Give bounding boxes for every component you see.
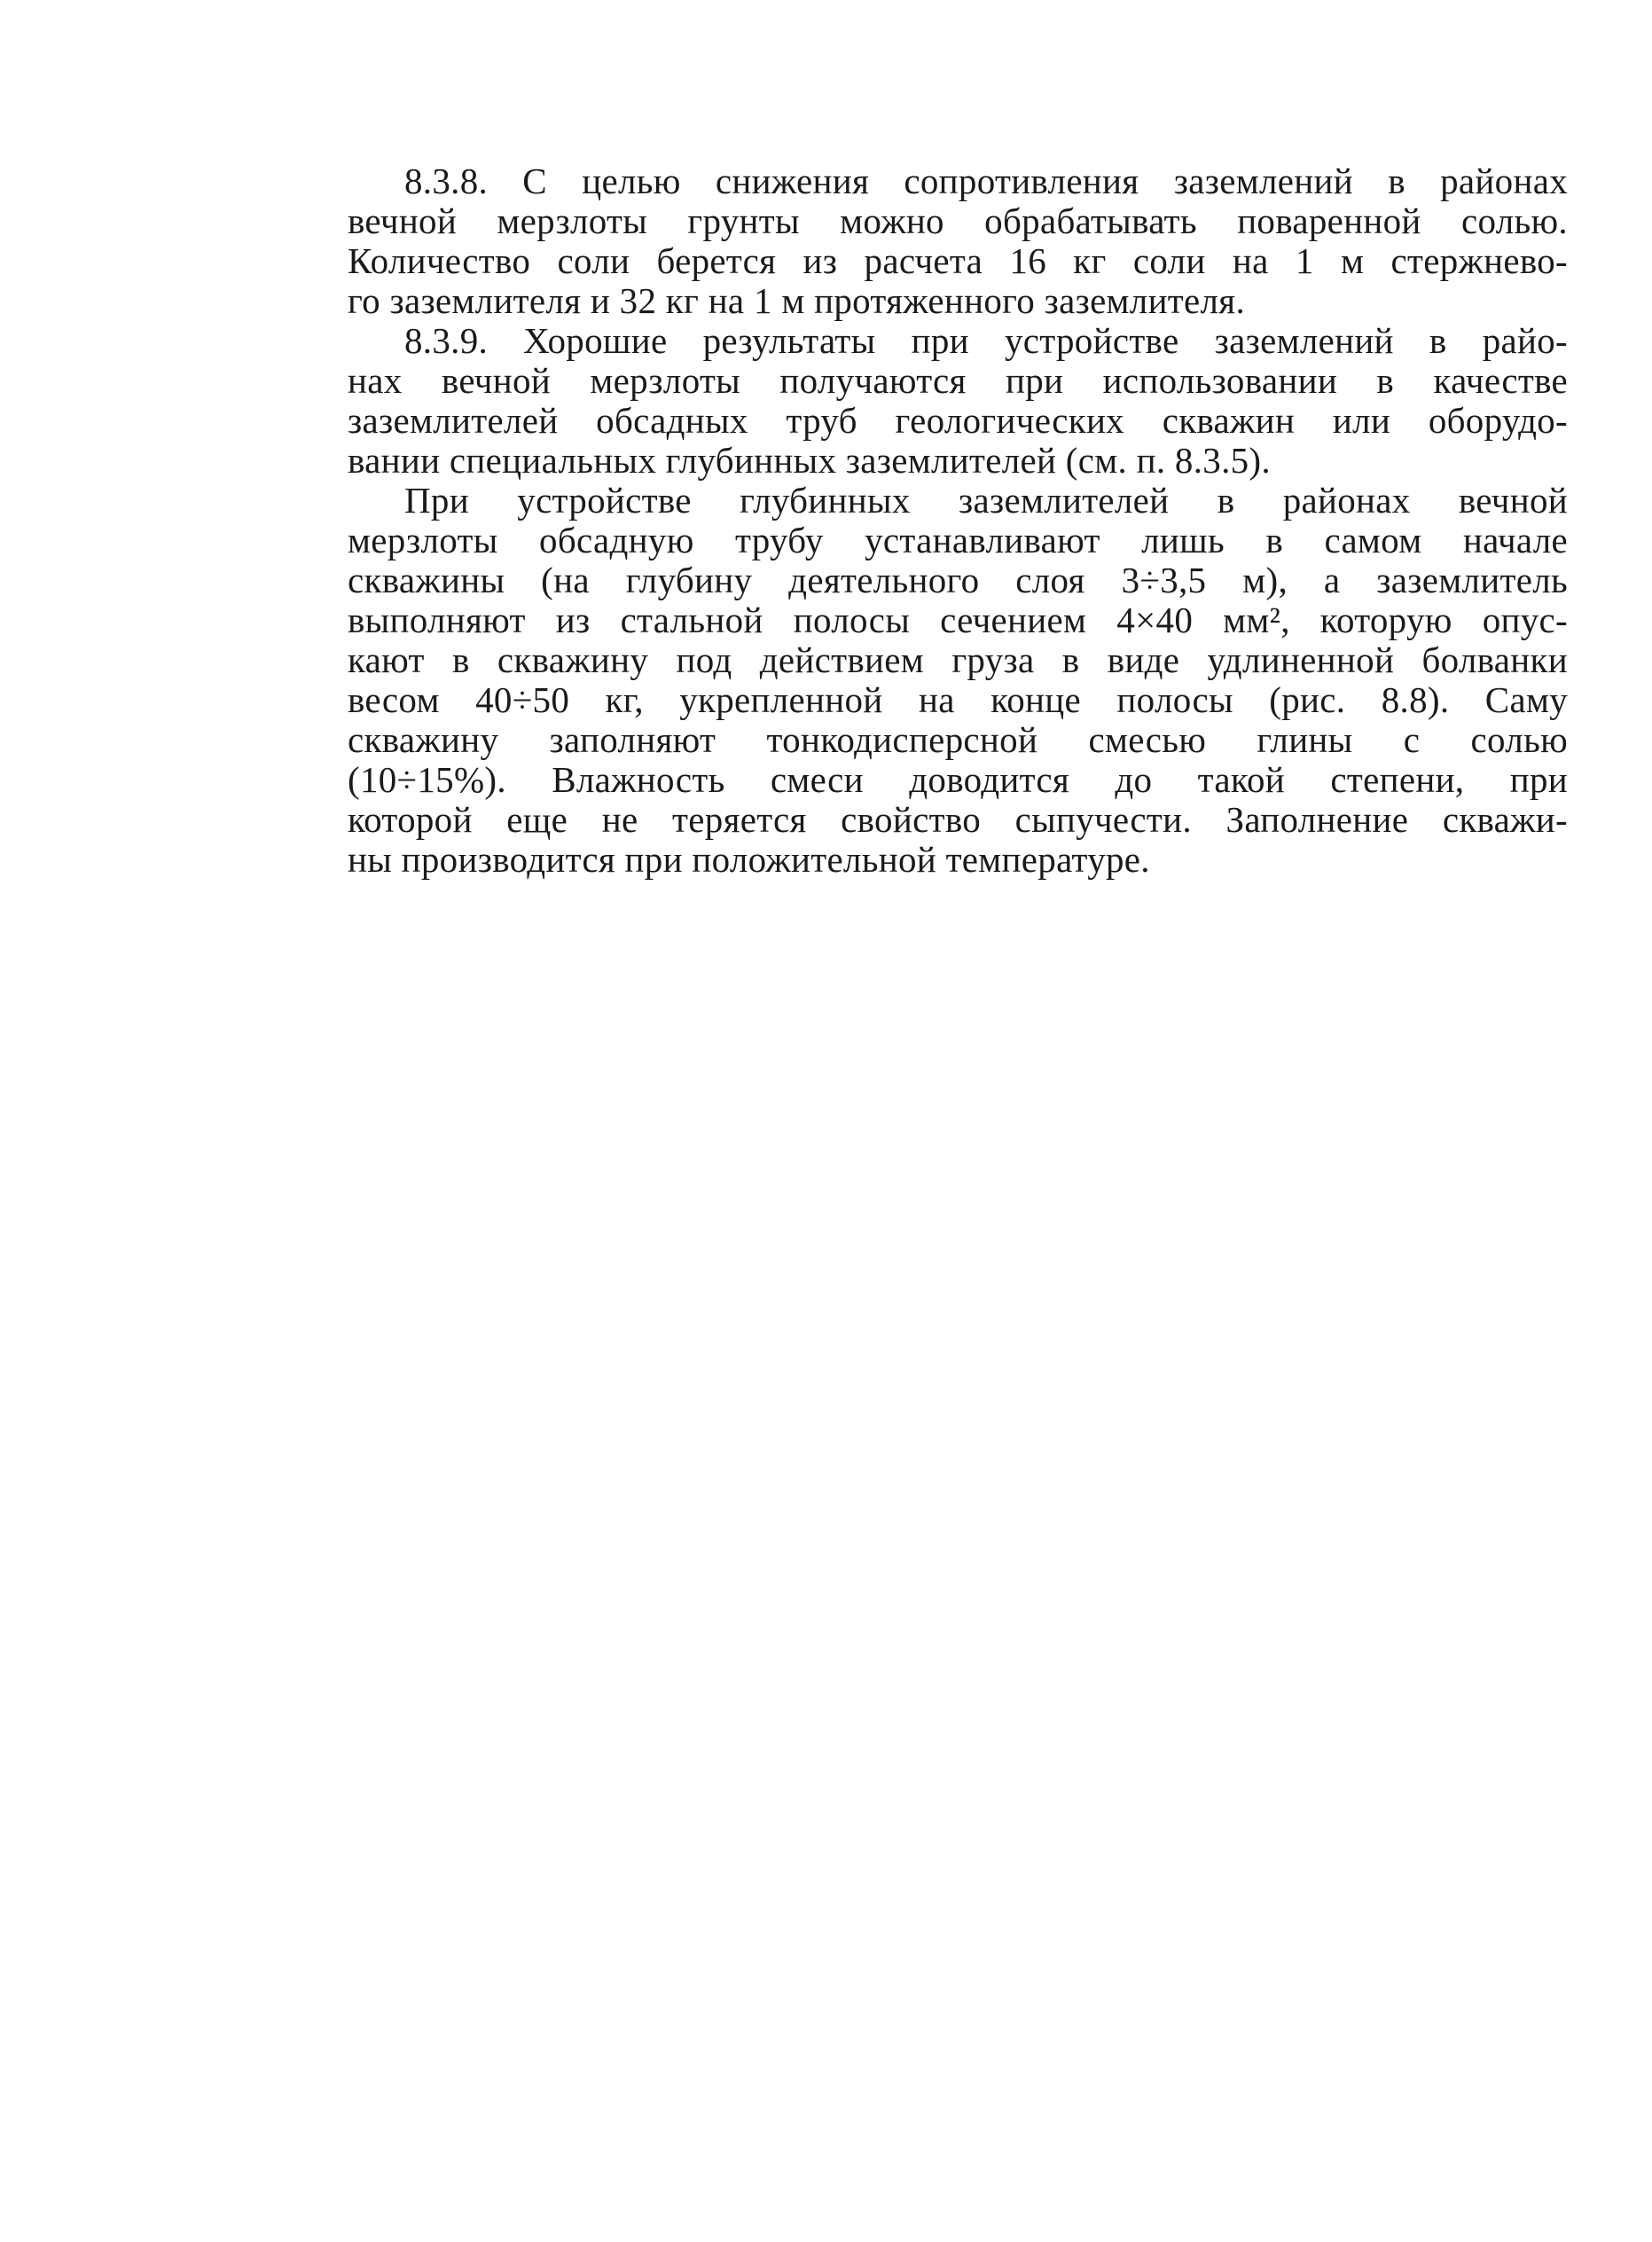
text-line: 8.3.9. Хорошие результаты при устройстве заземлений в райо-: [404, 320, 1568, 361]
text-line: скважины (на глубину деятельного слоя 3÷3,5 м), а заземлитель: [348, 560, 1568, 600]
text-block: [348, 161, 1568, 880]
text-line: мерзлоты обсадную трубу устанавливают лишь в самом начале: [348, 520, 1568, 560]
text-line: кают в скважину под действием груза в виде удлиненной болванки: [348, 639, 1568, 680]
text-line: выполняют из стальной полосы сечением 4×40 мм², которую опус-: [348, 600, 1568, 640]
text-line: ны производится при положительной температуре.: [348, 839, 1150, 880]
paragraph-deep-electrodes: [348, 481, 1568, 880]
text-line: которой еще не теряется свойство сыпучести. Заполнение скважи-: [348, 799, 1568, 840]
paragraph-8-3-9: [348, 321, 1568, 481]
text-line: вании специальных глубинных заземлителей (см. п. 8.3.5).: [348, 440, 1271, 481]
text-line: заземлителей обсадных труб геологических скважин или оборудо-: [348, 400, 1568, 441]
paragraph-8-3-8: [348, 161, 1568, 321]
text-line: скважину заполняют тонкодисперсной смесью глины с солью: [348, 719, 1568, 760]
text-line: 8.3.8. С целью снижения сопротивления заземлений в районах: [404, 161, 1568, 201]
text-line: го заземлителя и 32 кг на 1 м протяженного заземлителя.: [348, 280, 1245, 321]
text-line: При устройстве глубинных заземлителей в районах вечной: [404, 480, 1568, 521]
text-line: нах вечной мерзлоты получаются при использовании в качестве: [348, 360, 1568, 401]
text-line: вечной мерзлоты грунты можно обрабатывать поваренной солью.: [348, 200, 1568, 241]
text-line: весом 40÷50 кг, укрепленной на конце полосы (рис. 8.8). Саму: [348, 679, 1568, 720]
text-line: (10÷15%). Влажность смеси доводится до такой степени, при: [348, 759, 1568, 800]
text-line: Количество соли берется из расчета 16 кг соли на 1 м стержнево-: [348, 240, 1568, 281]
